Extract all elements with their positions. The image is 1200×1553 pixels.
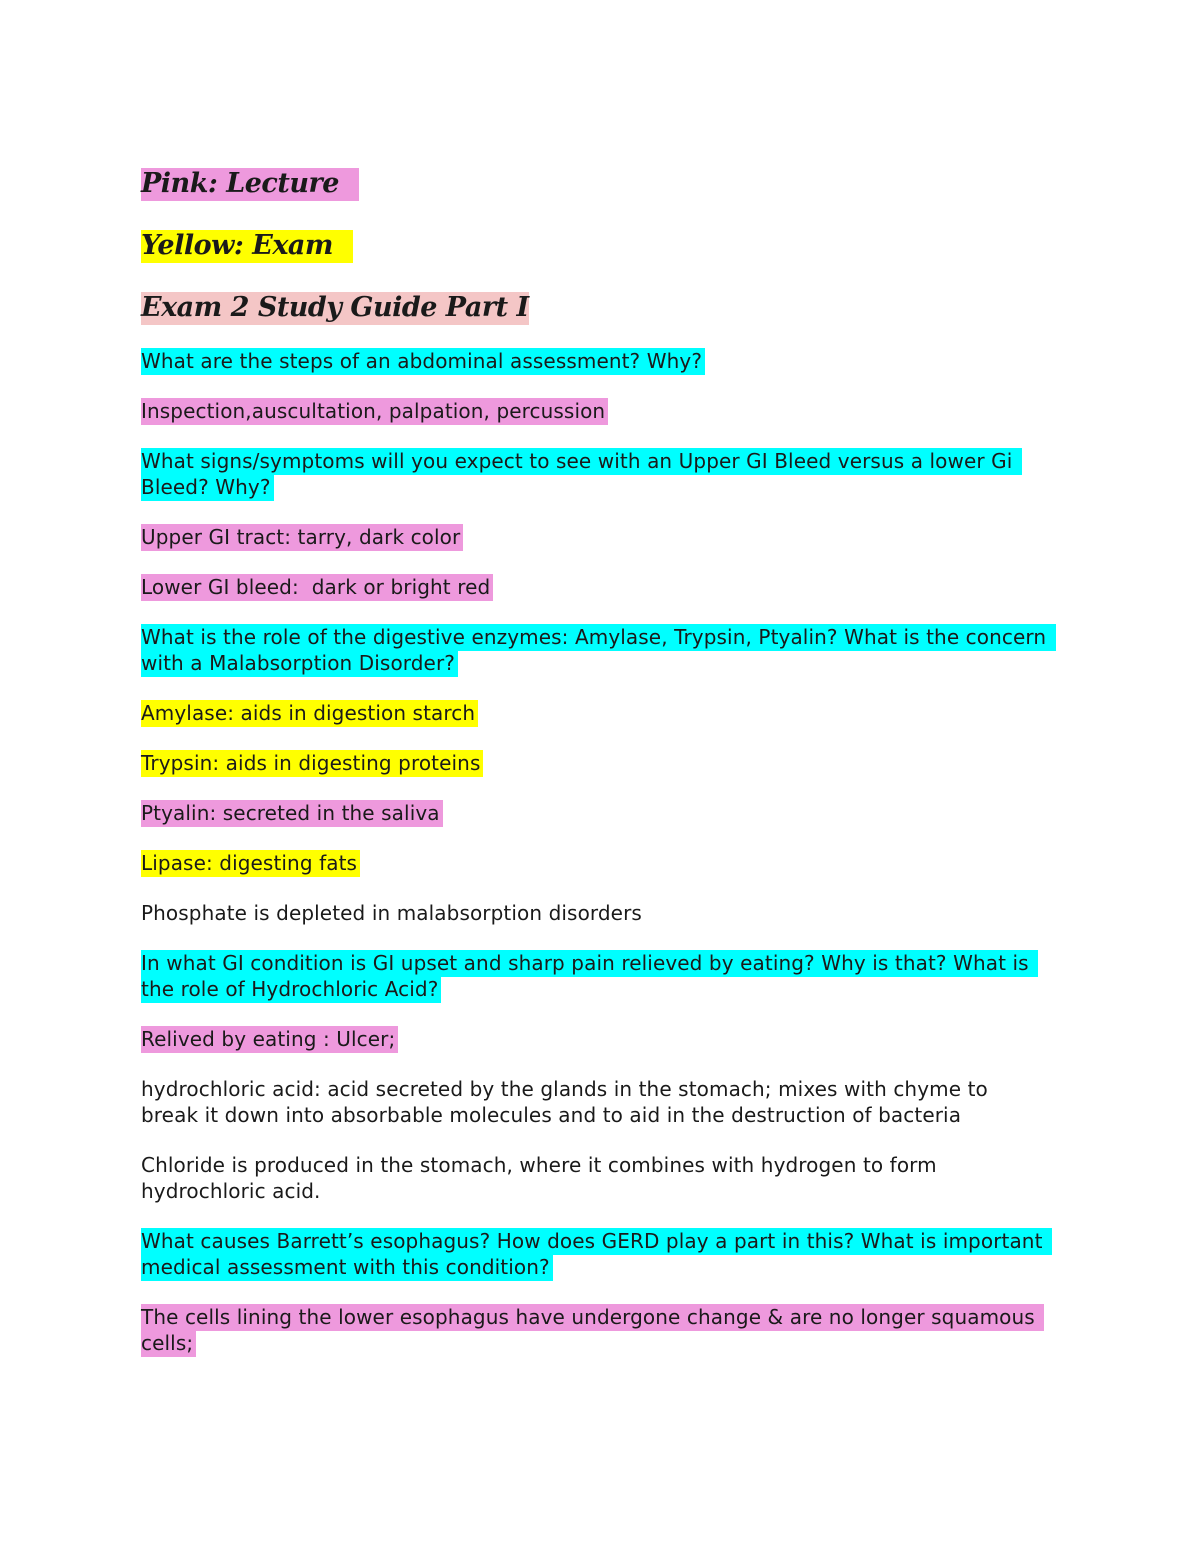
paragraph-text: Trypsin: aids in digesting proteins [141, 750, 483, 777]
legend-pink [141, 164, 1051, 204]
paragraph-list [141, 348, 1051, 1356]
paragraph-exam-note [141, 850, 1051, 876]
paragraph-text: What are the steps of an abdominal assessment? Why? [141, 348, 705, 375]
paragraph-plain-note [141, 1076, 1051, 1128]
paragraph-text: Upper GI tract: tarry, dark color [141, 524, 463, 551]
paragraph-text: What is the role of the digestive enzymes: Amylase, Trypsin, Ptyalin? What is the concern with a Malabsorption Disorder? [141, 624, 1056, 677]
legend-yellow [141, 226, 1051, 266]
paragraph-question [141, 624, 1051, 676]
paragraph-text: Phosphate is depleted in malabsorption disorders [141, 901, 642, 925]
paragraph-lecture-note [141, 1304, 1051, 1356]
paragraph-text: The cells lining the lower esophagus have undergone change & are no longer squamous cells; [141, 1304, 1044, 1357]
page-title-text: Exam 2 Study Guide Part I [141, 292, 529, 323]
paragraph-text: Ptyalin: secreted in the saliva [141, 800, 443, 827]
paragraph-text: What causes Barrett’s esophagus? How does GERD play a part in this? What is important medical assessment with this condition? [141, 1228, 1052, 1281]
paragraph-text: Amylase: aids in digestion starch [141, 700, 478, 727]
paragraph-lecture-note [141, 1026, 1051, 1052]
paragraph-text: Inspection,auscultation, palpation, percussion [141, 398, 608, 425]
paragraph-exam-note [141, 750, 1051, 776]
paragraph-text: What signs/symptoms will you expect to see with an Upper GI Bleed versus a lower Gi Bleed? Why? [141, 448, 1022, 501]
paragraph-text: Relived by eating : Ulcer; [141, 1026, 398, 1053]
paragraph-plain-note [141, 1152, 1051, 1204]
paragraph-text: Lower GI bleed: dark or bright red [141, 574, 493, 601]
paragraph-text: Chloride is produced in the stomach, where it combines with hydrogen to form hydrochloric acid. [141, 1153, 944, 1203]
paragraph-question [141, 1228, 1051, 1280]
paragraph-lecture-note [141, 524, 1051, 550]
page-title [141, 288, 1051, 328]
paragraph-question [141, 950, 1051, 1002]
paragraph-text: Lipase: digesting fats [141, 850, 360, 877]
paragraph-text: In what GI condition is GI upset and sharp pain relieved by eating? Why is that? What is the role of Hydrochloric Acid? [141, 950, 1038, 1003]
legend-pink-label: Pink: Lecture [141, 168, 359, 201]
paragraph-lecture-note [141, 398, 1051, 424]
paragraph-exam-note [141, 700, 1051, 726]
paragraph-text: hydrochloric acid: acid secreted by the glands in the stomach; mixes with chyme to break it down into absorbable molecules and to aid in the destruction of bacteria [141, 1077, 995, 1127]
paragraph-plain-note [141, 900, 1051, 926]
paragraph-lecture-note [141, 800, 1051, 826]
paragraph-lecture-note [141, 574, 1051, 600]
legend-yellow-label: Yellow: Exam [141, 230, 353, 263]
paragraph-question [141, 348, 1051, 374]
paragraph-question [141, 448, 1051, 500]
document-page [141, 164, 1051, 1380]
